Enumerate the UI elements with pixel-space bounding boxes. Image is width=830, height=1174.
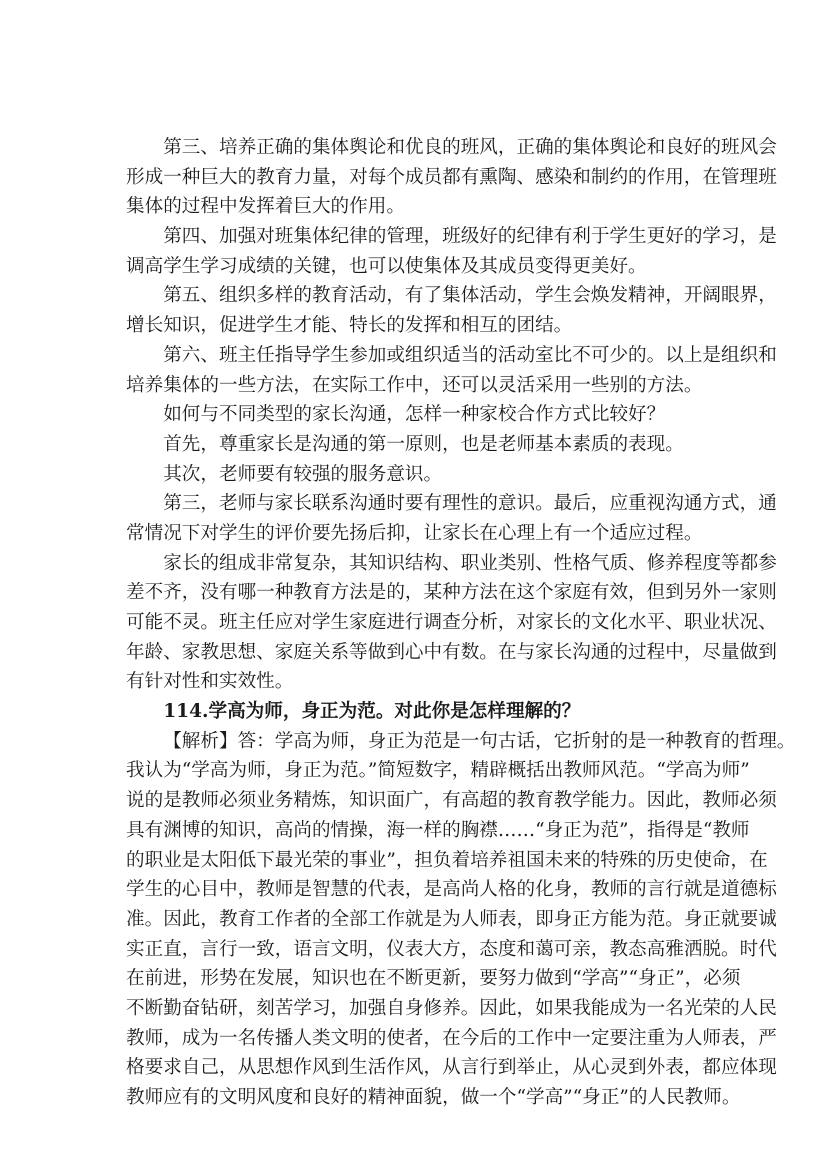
paragraph	[126, 430, 709, 460]
text-line: 首先，尊重家长是沟通的第一原则，也是老师基本素质的表现。	[163, 433, 684, 455]
text-line: 调高学生学习成绩的关键，也可以使集体及其成员变得更美好。	[126, 255, 647, 277]
text-line: 培养集体的一些方法，在实际工作中，还可以灵活采用一些别的方法。	[126, 374, 703, 396]
text-line: 具有渊博的知识，高尚的情操，海一样的胸襟……“身正为范”，指得是“教师	[126, 819, 750, 841]
paragraph	[126, 549, 777, 697]
paragraph	[126, 489, 777, 548]
paragraph	[126, 341, 777, 400]
text-line: 年龄、家教思想、家庭关系等做到心中有数。在与家长沟通的过程中，尽量做到	[126, 641, 777, 663]
document-body	[126, 133, 796, 1113]
paragraph	[126, 727, 796, 1113]
text-line: 差不齐，没有哪一种教育方法是的，某种方法在这个家庭有效，但到另外一家则	[126, 582, 777, 604]
text-line: 第三、培养正确的集体舆论和优良的班风，正确的集体舆论和良好的班风会	[163, 137, 777, 158]
question-heading	[126, 697, 709, 727]
text-line: 教师应有的文明风度和良好的精神面貌，做一个“学高”“身正”的人民教师。	[126, 1087, 741, 1108]
paragraph	[126, 133, 777, 222]
paragraph	[126, 460, 709, 490]
text-line: 增长知识，促进学生才能、特长的发挥和相互的团结。	[126, 315, 573, 337]
text-line: 可能不灵。班主任应对学生家庭进行调查分析，对家长的文化水平、职业状况、	[126, 612, 777, 633]
text-line: 第三，老师与家长联系沟通时要有理性的意识。最后，应重视沟通方式，通	[163, 493, 777, 515]
text-line: 不断勤奋钻研，刻苦学习，加强自身修养。因此，如果我能成为一名光荣的人民	[126, 997, 777, 1019]
text-line: 格要求自己，从思想作风到生活作风，从言行到举止，从心灵到外表，都应体现	[126, 1057, 777, 1079]
paragraph	[126, 222, 777, 281]
text-line: 114.学高为师，身正为范。对此你是怎样理解的？	[163, 701, 581, 723]
paragraph	[126, 281, 777, 340]
text-line: 形成一种巨大的教育力量，对每个成员都有熏陶、感染和制约的作用，在管理班	[126, 166, 777, 188]
text-line: 集体的过程中发挥着巨大的作用。	[126, 196, 405, 218]
text-line: 准。因此，教育工作者的全部工作就是为人师表，即身正方能为范。身正就要诚	[126, 908, 777, 930]
text-line: 学生的心目中，教师是智慧的代表，是高尚人格的化身，教师的言行就是道德标	[126, 879, 777, 901]
text-line: 家长的组成非常复杂，其知识结构、职业类别、性格气质、修养程度等都参	[163, 552, 777, 574]
text-line: 我认为“学高为师，身正为范。”简短数字，精辟概括出教师风范。“学高为师”	[126, 760, 750, 782]
paragraph	[126, 400, 709, 430]
text-line: 第五、组织多样的教育活动，有了集体活动，学生会焕发精神，开阔眼界，	[163, 285, 777, 307]
text-line: 第四、加强对班集体纪律的管理，班级好的纪律有利于学生更好的学习，是	[163, 226, 777, 248]
text-line: 在前进，形势在发展，知识也在不断更新，要努力做到“学高”“身正”，必须	[126, 968, 741, 990]
text-line: 说的是教师必须业务精炼，知识面广，有高超的教育教学能力。因此，教师必须	[126, 790, 777, 812]
text-line: 有针对性和实效性。	[126, 671, 294, 693]
text-line: 第六、班主任指导学生参加或组织适当的活动室比不可少的。以上是组织和	[163, 344, 777, 366]
text-line: 实正直，言行一致，语言文明，仪表大方，态度和蔼可亲，教态高雅洒脱。时代	[126, 938, 777, 960]
text-line: 的职业是太阳低下最光荣的事业”，担负着培养祖国未来的特殊的历史使命，在	[126, 849, 768, 871]
text-line: 常情况下对学生的评价要先扬后抑，让家长在心理上有一个适应过程。	[126, 522, 703, 544]
text-line: 如何与不同类型的家长沟通，怎样一种家校合作方式比较好？	[163, 404, 666, 426]
text-line: 教师，成为一名传播人类文明的使者，在今后的工作中一定要注重为人师表，严	[126, 1027, 777, 1049]
text-line: 其次，老师要有较强的服务意识。	[163, 463, 443, 485]
text-line: 【解析】答：学高为师，身正为范是一句古话，它折射的是一种教育的哲理。	[163, 730, 796, 752]
